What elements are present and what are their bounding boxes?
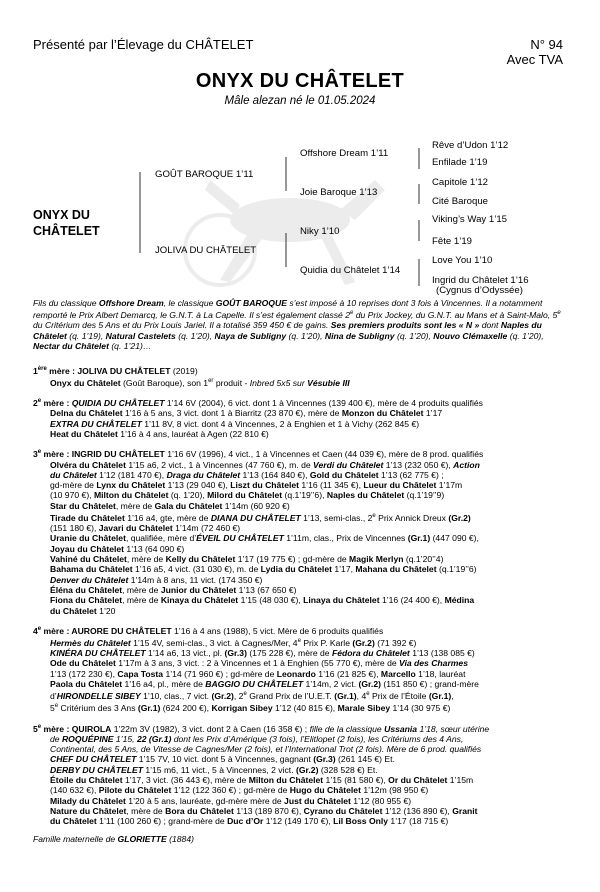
produce-line: KINÉRA DU CHÂTELET 1’14 a6, 13 vict., pl. (Gr.3) (175 228 €), mère de Fédora du Châtelet 1’13 (138 085 €)	[50, 648, 475, 659]
produce-line: d’HIRONDELLE SIBEY 1’10, clas., 7 vict. (Gr.2), 2e Grand Prix de l’U.E.T. (Gr.1), 4e Prix de l’Étoile (Gr.1),	[50, 691, 454, 702]
produce-line: DERBY DU CHÂTELET 1’15 m6, 11 vict., 5 à Vincennes, 2 vict. (Gr.2) (328 528 €) Et.	[50, 764, 378, 775]
sire-name: GOÛT BAROQUE 1’11	[155, 169, 254, 180]
g3-name: Enfilade 1’19	[432, 157, 488, 168]
fifth-dam-heading: 5e mère : QUIROLA 1’22m 3V (1982), 3 vict. dont 2 à Caen (16 358 €) ; fille de la classique Ussania 1’18, sœur utérine	[33, 723, 490, 734]
fourth-dam-heading: 4e mère : AURORE DU CHÂTELET 1’16 à 4 ans (1988), 5 vict. Mère de 6 produits qualifiés	[33, 625, 384, 636]
g3-name: (Cygnus d’Odyssée)	[436, 285, 523, 296]
g3-name: Capitole 1’12	[432, 177, 489, 188]
horse-name-line1: ONYX DU	[33, 208, 90, 222]
g3-name: Viking’s Way 1’15	[432, 214, 508, 225]
third-dam-heading: 3e mère : INGRID DU CHÂTELET 1’16 6V (1996), 4 vict., 1 à Vincennes et Caen (44 039 €), mère de 8 prod. qualifiés	[33, 449, 484, 460]
first-dam-produce: Onyx du Châtelet (Goût Baroque), son 1er produit - Inbred 5x5 sur Vésubie III	[50, 378, 350, 389]
produce-line: Hermès du Châtelet 1’15 4V, semi-clas., 3 vict. à Cagnes/Mer, 4e Prix P. Karle (Gr.2) (71 392 €)	[50, 637, 417, 648]
dam-dam-name: Quidia du Châtelet 1’14	[300, 265, 401, 276]
produce-line: CHEF DU CHÂTELET 1’15 7V, 10 vict. dont 5 à Vincennes, gagnant (Gr.3) (261 145 €) Et.	[50, 754, 395, 765]
produce-line: Delna du Châtelet 1’16 à 5 ans, 3 vict. dont 1 à Biarritz (23 870 €), mère de Monzon du Châtelet 1’17	[50, 408, 443, 419]
dam-name: JOLIVA DU CHÂTELET	[155, 245, 257, 256]
produce-line: Éléna du Châtelet, mère de Junior du Châtelet 1’13 (67 650 €)	[50, 584, 297, 595]
produce-line: Fiona du Châtelet, mère de Kinaya du Châtelet 1’15 (48 030 €), Linaya du Châtelet 1’16 (24 400 €), Médina	[50, 595, 475, 606]
fifth-dam-produce	[33, 734, 568, 827]
produce-line: 1’13 (172 230 €), Capa Tosta 1’14 (71 960 €) ; gd-mère de Leonardo 1’16 (21 825 €), Marcello 1’18, lauréat	[50, 668, 466, 679]
lot-number: N° 94	[530, 37, 563, 52]
g3-name: Love You 1’10	[432, 255, 493, 266]
produce-line: Ode du Châtelet 1’17m à 3 ans, 3 vict. : 2 à Vincennes et 1 à Enghien (55 770 €), mère de Via des Charmes	[50, 658, 468, 669]
produce-line: EXTRA DU CHÂTELET 1’11 8V, 8 vict. dont 4 à Vincennes, 2 à Enghien et 1 à Vichy (262 845 €)	[50, 418, 420, 429]
dam-sire-name: Niky 1’10	[300, 226, 340, 237]
sire-sire-name: Offshore Dream 1’11	[300, 148, 389, 159]
g3-name: Cité Baroque	[432, 196, 488, 207]
produce-line: Tirade du Châtelet 1’16 a4, gte, mère de DIANA DU CHÂTELET 1’13, semi-clas., 2e Prix Annick Dreux (Gr.2)	[50, 512, 471, 523]
g3-name: Fête 1’19	[432, 236, 473, 247]
produce-line: du Châtelet 1’12 (181 470 €), Draga du Châtelet 1’13 (164 840 €), Gold du Châtelet 1’13 (62 775 €) ;	[50, 469, 444, 480]
produce-line: Nature du Châtelet, mère de Bora du Châtelet 1’13 (189 870 €), Cyrano du Châtelet 1’12 (136 890 €), Granit	[50, 805, 478, 816]
produce-line: du Châtelet 1’20	[50, 605, 116, 616]
produce-line: Star du Châtelet, mère de Gala du Châtelet 1’14m (60 920 €)	[50, 500, 290, 511]
produce-line: 5e Critérium des 3 Ans (Gr.1) (624 200 €), Korrigan Sibey 1’12 (40 815 €), Marale Sibey 1’14 (30 975 €)	[50, 703, 451, 714]
produce-line: gd-mère de Lynx du Châtelet 1’13 (29 040 €), Liszt du Châtelet 1’16 (11 345 €), Lueur du Châtelet 1’17m	[50, 480, 463, 491]
produce-line: Continental, des 5 Ans, de Vitesse de Cagnes/Mer (2 fois), et l’International Trot (2 fois). Mère de 6 prod. qualifiés	[50, 744, 482, 755]
produce-line: (151 180 €), Javari du Châtelet 1’14m (72 460 €)	[50, 523, 241, 534]
produce-line: Vahiné du Châtelet, mère de Kelly du Châtelet 1’17 (19 775 €) ; gd-mère de Magik Merlyn (q.1’20’’4)	[50, 554, 444, 565]
pedigree-horse-name	[33, 207, 133, 239]
produce-line: du Châtelet 1’11 (100 260 €) ; grand-mère de Duc d’Or 1’12 (149 170 €), Lil Boss Only 1’17 (18 715 €)	[50, 816, 449, 827]
produce-line: de ROQUÉPINE 1’15, 22 (Gr.1) dont les Prix d’Amérique (3 fois), l’Elitlopet (2 fois), les Critériums des 4 Ans,	[50, 733, 464, 744]
third-dam-produce	[33, 460, 568, 616]
maternal-lines	[33, 364, 568, 845]
produce-line: Uranie du Châtelet, qualifiée, mère d’ÉVEIL DU CHÂTELET 1’11m, clas., Prix de Vincennes (Gr.1) (447 090 €),	[50, 533, 479, 544]
page-title: ONYX DU CHÂTELET	[195, 70, 405, 92]
g3-name: Rêve d’Udon 1’12	[432, 140, 509, 151]
horse-subtitle: Mâle alezan né le 01.05.2024	[224, 95, 376, 107]
fourth-dam-produce	[33, 636, 568, 714]
first-dam-heading: 1ère mère : JOLIVA DU CHÂTELET (2019)	[33, 365, 198, 376]
produce-line: (10 970 €), Milton du Châtelet (q. 1’20), Milord du Châtelet (q.1’19’’6), Naples du Châtelet (q.1’19’’9)	[50, 490, 445, 501]
family-footer: Famille maternelle de GLORIETTE (1884)	[33, 834, 194, 845]
produce-line: Paola du Châtelet 1’16 a4, pl., mère de BAGGIO DU CHÂTELET 1’14m, 2 vict. (Gr.2) (151 850 €) ; grand-mère	[50, 679, 479, 690]
produce-line: (140 632 €), Pilote du Châtelet 1’12 (122 360 €) ; gd-mère de Hugo du Châtelet 1’12m (98 950 €)	[50, 785, 429, 796]
produce-line: Bahama du Châtelet 1’16 a5, 4 vict. (31 030 €), m. de Lydia du Châtelet 1’17, Mahana du Châtelet (q.1’19’’6)	[50, 564, 477, 575]
tax-note: Avec TVA	[506, 52, 563, 67]
produce-line: Heat du Châtelet 1’16 à 4 ans, lauréat à Agen (22 810 €)	[50, 429, 269, 440]
g3-name: Ingrid du Châtelet 1’16	[432, 275, 529, 286]
second-dam-heading: 2e mère : QUIDIA DU CHÂTELET 1’14 6V (2004), 6 vict. dont 1 à Vincennes (139 400 €), mère de 4 produits qualifiés	[33, 398, 483, 409]
sire-dam-name: Joie Baroque 1’13	[300, 187, 378, 198]
produce-line: Olvéra du Châtelet 1’15 a6, 2 vict., 1 à Vincennes (47 760 €), m. de Verdi du Châtelet 1’13 (232 050 €), Action	[50, 459, 480, 470]
intro-paragraph: Fils du classique Offshore Dream, le classique GOÛT BAROQUE s’est imposé à 10 reprises dont 3 fois à Vincennes. Il a notamment remporté le Prix Albert Demarcq, le G.N.T. à La Capelle. Il s’est également classé 2e du Prix Jockey, du G.N.T. au Mans et à Saint-Malo, 5e du Critérium des 5 Ans et du Prix Louis Jariel. Il a totalisé 359 450 € de gains. Ses premiers produits sont les « N » dont Naples du Châtelet (q. 1’19), Natural Castelets (q. 1’20), Naya de Subligny (q. 1’20), Nina de Subligny (q. 1’20), Nouvo Clémaxelle (q. 1’20), Nectar du Châtelet (q. 1’21)…	[33, 298, 561, 352]
presenter-text: Présenté par l’Élevage du CHÂTELET	[33, 37, 254, 52]
horse-name-line2: CHÂTELET	[33, 224, 100, 238]
produce-line: Joyau du Châtelet 1’13 (64 090 €)	[50, 543, 185, 554]
produce-line: Étoile du Châtelet 1’17, 3 vict. (36 443 €), mère de Milton du Châtelet 1’15 (81 580 €), Or du Châtelet 1’15m	[50, 774, 474, 785]
produce-line: Denver du Châtelet 1’14m à 8 ans, 11 vict. (174 350 €)	[50, 574, 263, 585]
produce-line: Milady du Châtelet 1’20 à 5 ans, lauréate, gd-mère mère de Just du Châtelet 1’12 (80 955 €)	[50, 795, 412, 806]
